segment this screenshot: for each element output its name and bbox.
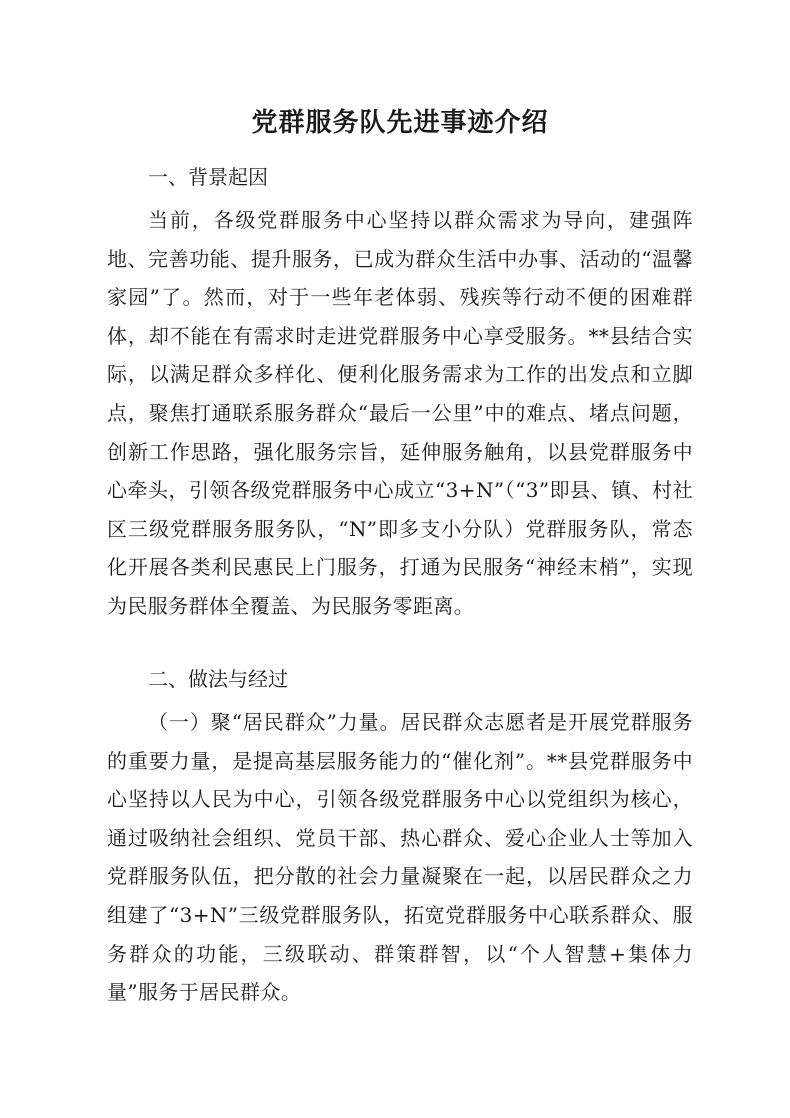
section-heading-methods: 二、做法与经过 <box>148 667 288 691</box>
section-heading-background: 一、背景起因 <box>148 165 268 189</box>
section-paragraph-methods: （一）聚“居民群众”力量。居民群众志愿者是开展党群服务的重要力量，是提高基层服务能力的“催化剂”。**县党群服务中心坚持以人民为中心，引领各级党群服务中心以党组织为核心，通过吸纳社会组织、党员干部、热心群众、爱心企业人士等加入党群服务队伍，把分散的社会力量凝聚在一起，以居民群众之力组建了“3+N”三级党群服务队，拓宽党群服务中心联系群众、服务群众的功能，三级联动、群策群智，以“个人智慧+集体力量”服务于居民群众。 <box>107 710 693 1005</box>
document-title: 党群服务队先进事迹介绍 <box>251 108 549 138</box>
document-page <box>107 0 693 1118</box>
section-paragraph-background: 当前，各级党群服务中心坚持以群众需求为导向，建强阵地、完善功能、提升服务，已成为群众生活中办事、活动的“温馨家园”了。然而，对于一些年老体弱、残疾等行动不便的困难群体，却不能在有需求时走进党群服务中心享受服务。**县结合实际，以满足群众多样化、便利化服务需求为工作的出发点和立脚点，聚焦打通联系服务群众“最后一公里”中的难点、堵点问题，创新工作思路，强化服务宗旨，延伸服务触角，以县党群服务中心牵头，引领各级党群服务中心成立“3+N”（“3”即县、镇、村社区三级党群服务服务队，“N”即多支小分队）党群服务队，常态化开展各类利民惠民上门服务，打通为民服务“神经末梢”，实现为民服务群体全覆盖、为民服务零距离。 <box>107 208 693 618</box>
